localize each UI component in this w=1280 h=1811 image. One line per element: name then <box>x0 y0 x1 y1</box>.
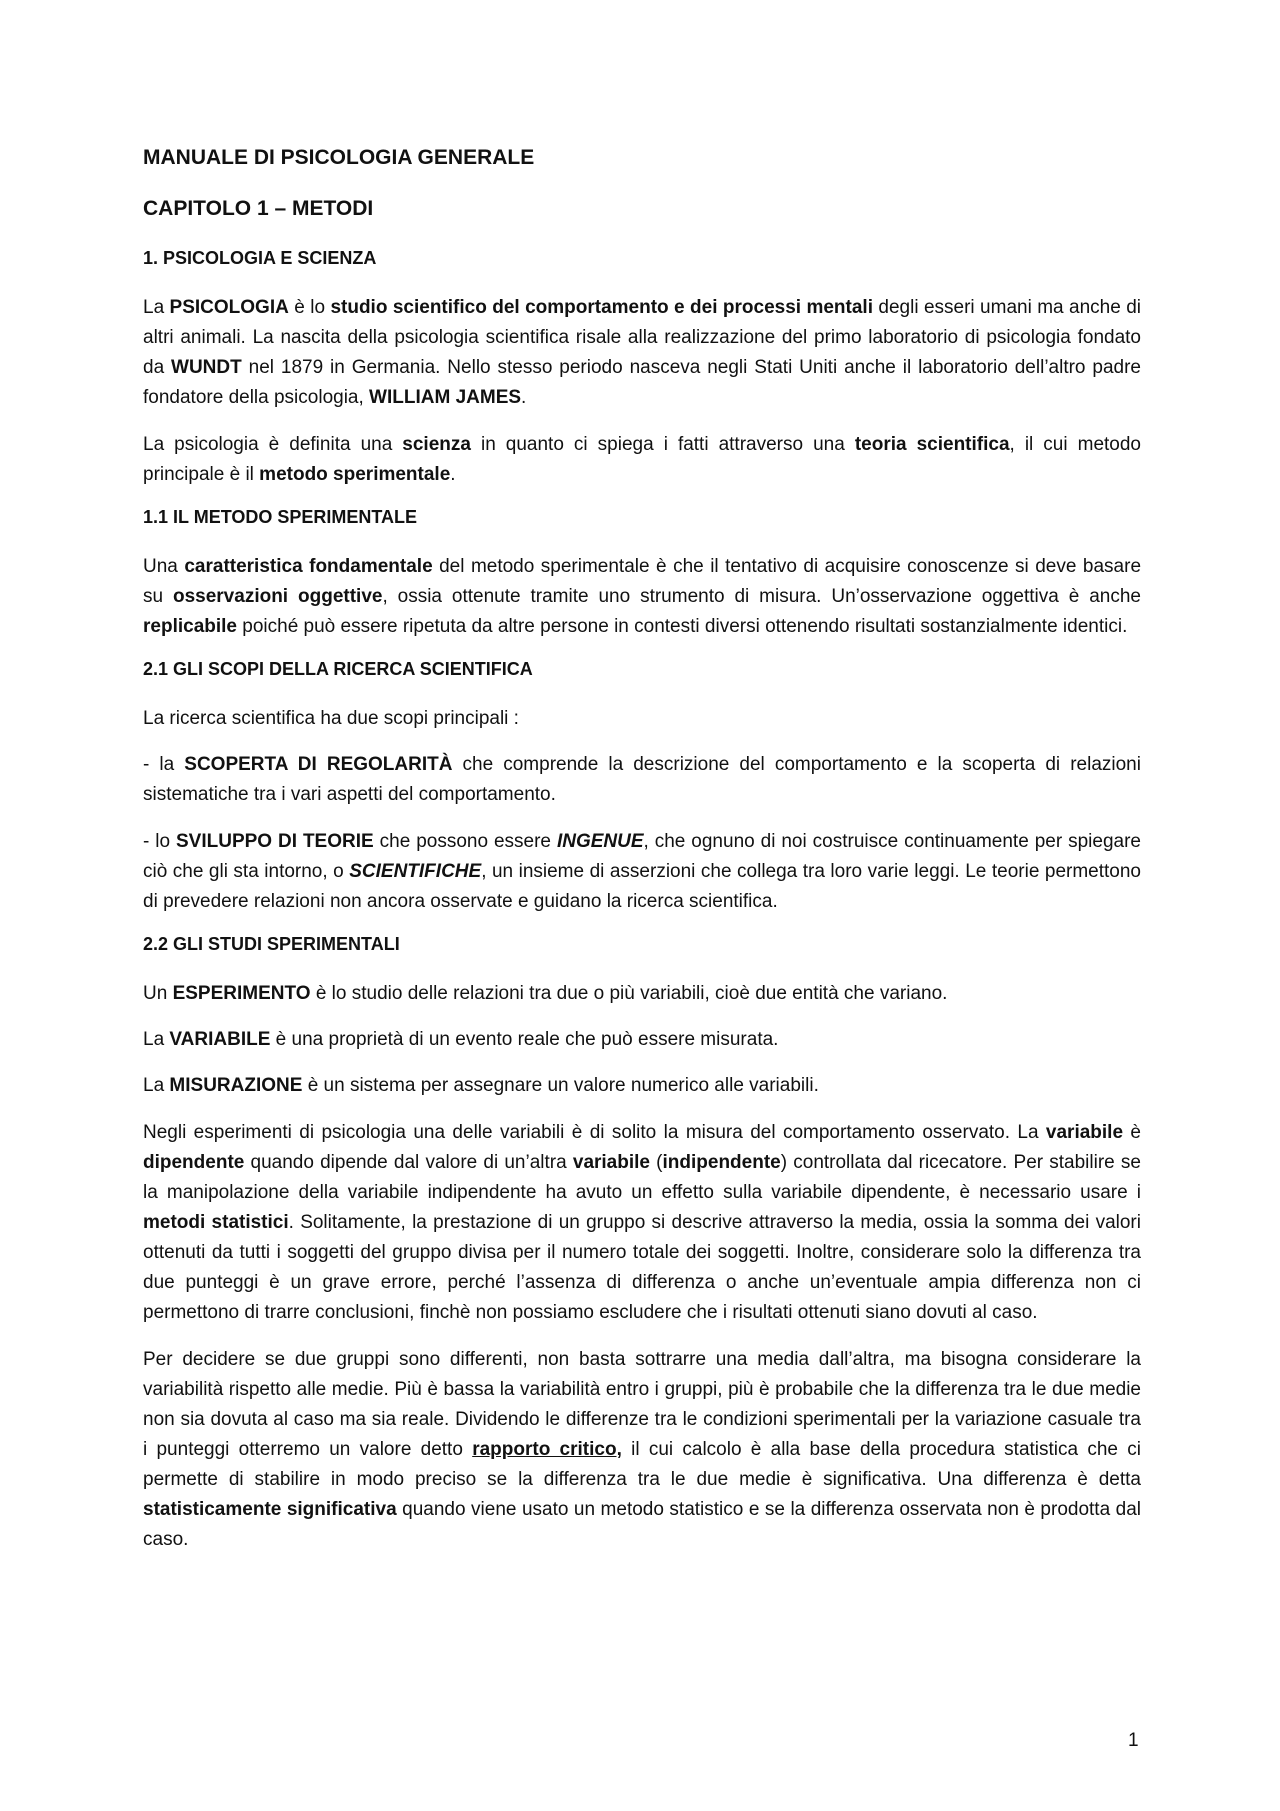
paragraph-misurazione: La MISURAZIONE è un sistema per assegnare un valore numerico alle variabili. <box>143 1075 819 1096</box>
document-page <box>143 146 1141 1572</box>
chapter-title: CAPITOLO 1 – METODI <box>143 197 374 220</box>
section-heading-studi-sperimentali: 2.2 GLI STUDI SPERIMENTALI <box>143 934 400 954</box>
section-heading-psicologia-e-scienza: 1. PSICOLOGIA E SCIENZA <box>143 248 377 268</box>
list-item-scoperta-regolarita: - la SCOPERTA DI REGOLARITÀ che comprende la descrizione del comportamento e la scoperta di relazioni sistematiche tra i vari aspetti del comportamento. <box>143 754 1141 805</box>
page-number: 1 <box>1128 1730 1139 1751</box>
section-heading-scopi-ricerca: 2.1 GLI SCOPI DELLA RICERCA SCIENTIFICA <box>143 659 533 679</box>
paragraph-scopi-intro: La ricerca scientifica ha due scopi principali : <box>143 708 519 729</box>
paragraph-variabili-statistica: Negli esperimenti di psicologia una delle variabili è di solito la misura del comportamento osservato. La variabile è dipendente quando dipende dal valore di un’altra variabile (indipendente) controllata dal ricecatore. Per stabilire se la manipolazione della variabile indipendente ha avuto un effetto sulla variabile dipendente, è necessario usare i metodi statistici. Solitamente, la prestazione di un gruppo si descrive attraverso la media, ossia la somma dei valori ottenuti da tutti i soggetti del gruppo divisa per il numero totale dei soggetti. Inoltre, considerare solo la differenza tra due punteggi è un grave errore, perché l’assenza di differenza o anche un’eventuale ampia differenza non ci permettono di trarre conclusioni, finchè non possiamo escludere che i risultati ottenuti siano dovuti al caso. <box>143 1122 1141 1323</box>
paragraph-esperimento: Un ESPERIMENTO è lo studio delle relazioni tra due o più variabili, cioè due entità che variano. <box>143 983 948 1004</box>
paragraph-psicologia-scienza: La psicologia è definita una scienza in quanto ci spiega i fatti attraverso una teoria scientifica, il cui metodo principale è il metodo sperimentale. <box>143 434 1141 485</box>
section-heading-metodo-sperimentale: 1.1 IL METODO SPERIMENTALE <box>143 507 418 527</box>
paragraph-variabile: La VARIABILE è una proprietà di un evento reale che può essere misurata. <box>143 1029 779 1050</box>
paragraph-rapporto-critico: Per decidere se due gruppi sono differenti, non basta sottrarre una media dall’altra, ma bisogna considerare la variabilità rispetto alle medie. Più è bassa la variabilità entro i gruppi, più è probabile che la differenza tra le due medie non sia dovuta al caso ma sia reale. Dividendo le differenze tra le condizioni sperimentali per la variazione casuale tra i punteggi otterremo un valore detto rapporto critico, il cui calcolo è alla base della procedura statistica che ci permette di stabilire in modo preciso se la differenza tra le due medie è significativa. Una differenza è detta statisticamente significativa quando viene usato un metodo statistico e se la differenza osservata non è prodotta dal caso. <box>143 1349 1142 1550</box>
document-title: MANUALE DI PSICOLOGIA GENERALE <box>143 146 535 169</box>
list-item-sviluppo-teorie: - lo SVILUPPO DI TEORIE che possono essere INGENUE, che ognuno di noi costruisce continuamente per spiegare ciò che gli sta intorno, o SCIENTIFICHE, un insieme di asserzioni che collega tra loro varie leggi. Le teorie permettono di prevedere relazioni non ancora osservate e guidano la ricerca scientifica. <box>143 831 1141 912</box>
paragraph-psicologia-definition: La PSICOLOGIA è lo studio scientifico del comportamento e dei processi mentali degli esseri umani ma anche di altri animali. La nascita della psicologia scientifica risale alla realizzazione del primo laboratorio di psicologia fondato da WUNDT nel 1879 in Germania. Nello stesso periodo nasceva negli Stati Uniti anche il laboratorio dell’altro padre fondatore della psicologia, WILLIAM JAMES. <box>143 297 1141 408</box>
paragraph-metodo-sperimentale: Una caratteristica fondamentale del metodo sperimentale è che il tentativo di acquisire conoscenze si deve basare su osservazioni oggettive, ossia ottenute tramite uno strumento di misura. Un’osservazione oggettiva è anche replicabile poiché può essere ripetuta da altre persone in contesti diversi ottenendo risultati sostanzialmente identici. <box>143 556 1142 637</box>
